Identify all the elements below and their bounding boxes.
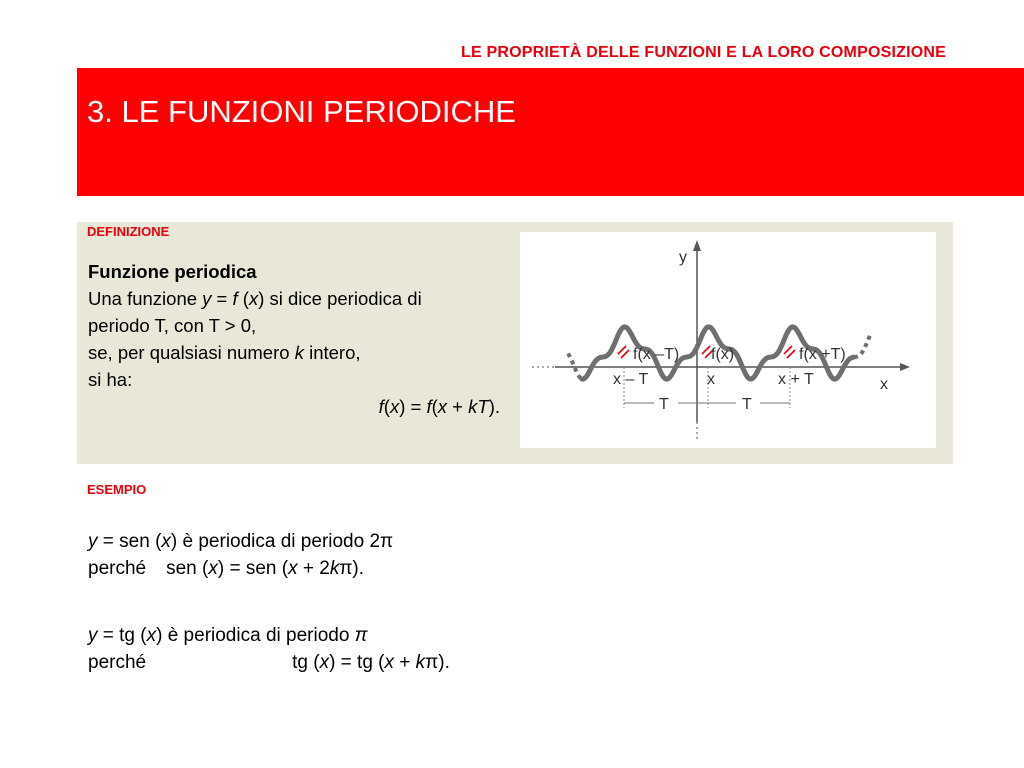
definition-label: DEFINIZIONE [87, 224, 170, 239]
label-f-x-minus-t: f(x –T) [633, 346, 680, 363]
section-number: 3. [87, 94, 113, 129]
example-1-reason: perché sen (x) = sen (x + 2kπ). [88, 558, 365, 579]
definition-line-1: Una funzione y = f (x) si dice periodica di [88, 288, 422, 309]
periodic-function-graph [520, 232, 936, 448]
x-axis-arrow-icon [900, 363, 910, 371]
y-axis-label: y [679, 249, 687, 266]
definition-title: Funzione periodica [88, 261, 257, 282]
definition-formula: f(x) = f(x + kT). [378, 396, 500, 417]
definition-line-2: periodo T, con T > 0, [88, 315, 257, 336]
period-label-1: T [659, 396, 669, 413]
marker-right-icon [784, 346, 795, 358]
tick-x-minus-t: x – T [613, 371, 649, 388]
x-axis-label: x [880, 376, 888, 393]
definition-line-3: se, per qualsiasi numero k intero, [88, 342, 361, 363]
chapter-title: LE PROPRIETÀ DELLE FUNZIONI E LA LORO COMPOSIZIONE [461, 44, 946, 61]
period-label-2: T [742, 396, 752, 413]
section-title: LE FUNZIONI PERIODICHE [121, 94, 516, 129]
definition-box [77, 222, 953, 464]
definition-text [88, 258, 508, 420]
example-label: ESEMPIO [87, 482, 147, 497]
definition-line-4: si ha: [88, 369, 133, 390]
example-1-statement: y = sen (x) è periodica di periodo 2π [88, 531, 394, 552]
example-2 [88, 622, 450, 676]
label-f-x-plus-t: f(x +T) [799, 346, 846, 363]
page-title [87, 94, 516, 130]
curve-dashed-right [854, 335, 870, 357]
tick-x-plus-t: x + T [778, 371, 814, 388]
title-banner [77, 68, 1024, 196]
example-2-statement: y = tg (x) è periodica di periodo π [88, 625, 368, 646]
example-2-reason: perché tg (x) = tg (x + kπ). [88, 652, 450, 673]
example-1 [88, 528, 393, 582]
label-f-x: f(x) [711, 346, 735, 363]
y-axis-arrow-icon [693, 240, 701, 251]
tick-x: x [707, 371, 715, 388]
marker-left-icon [618, 346, 629, 358]
